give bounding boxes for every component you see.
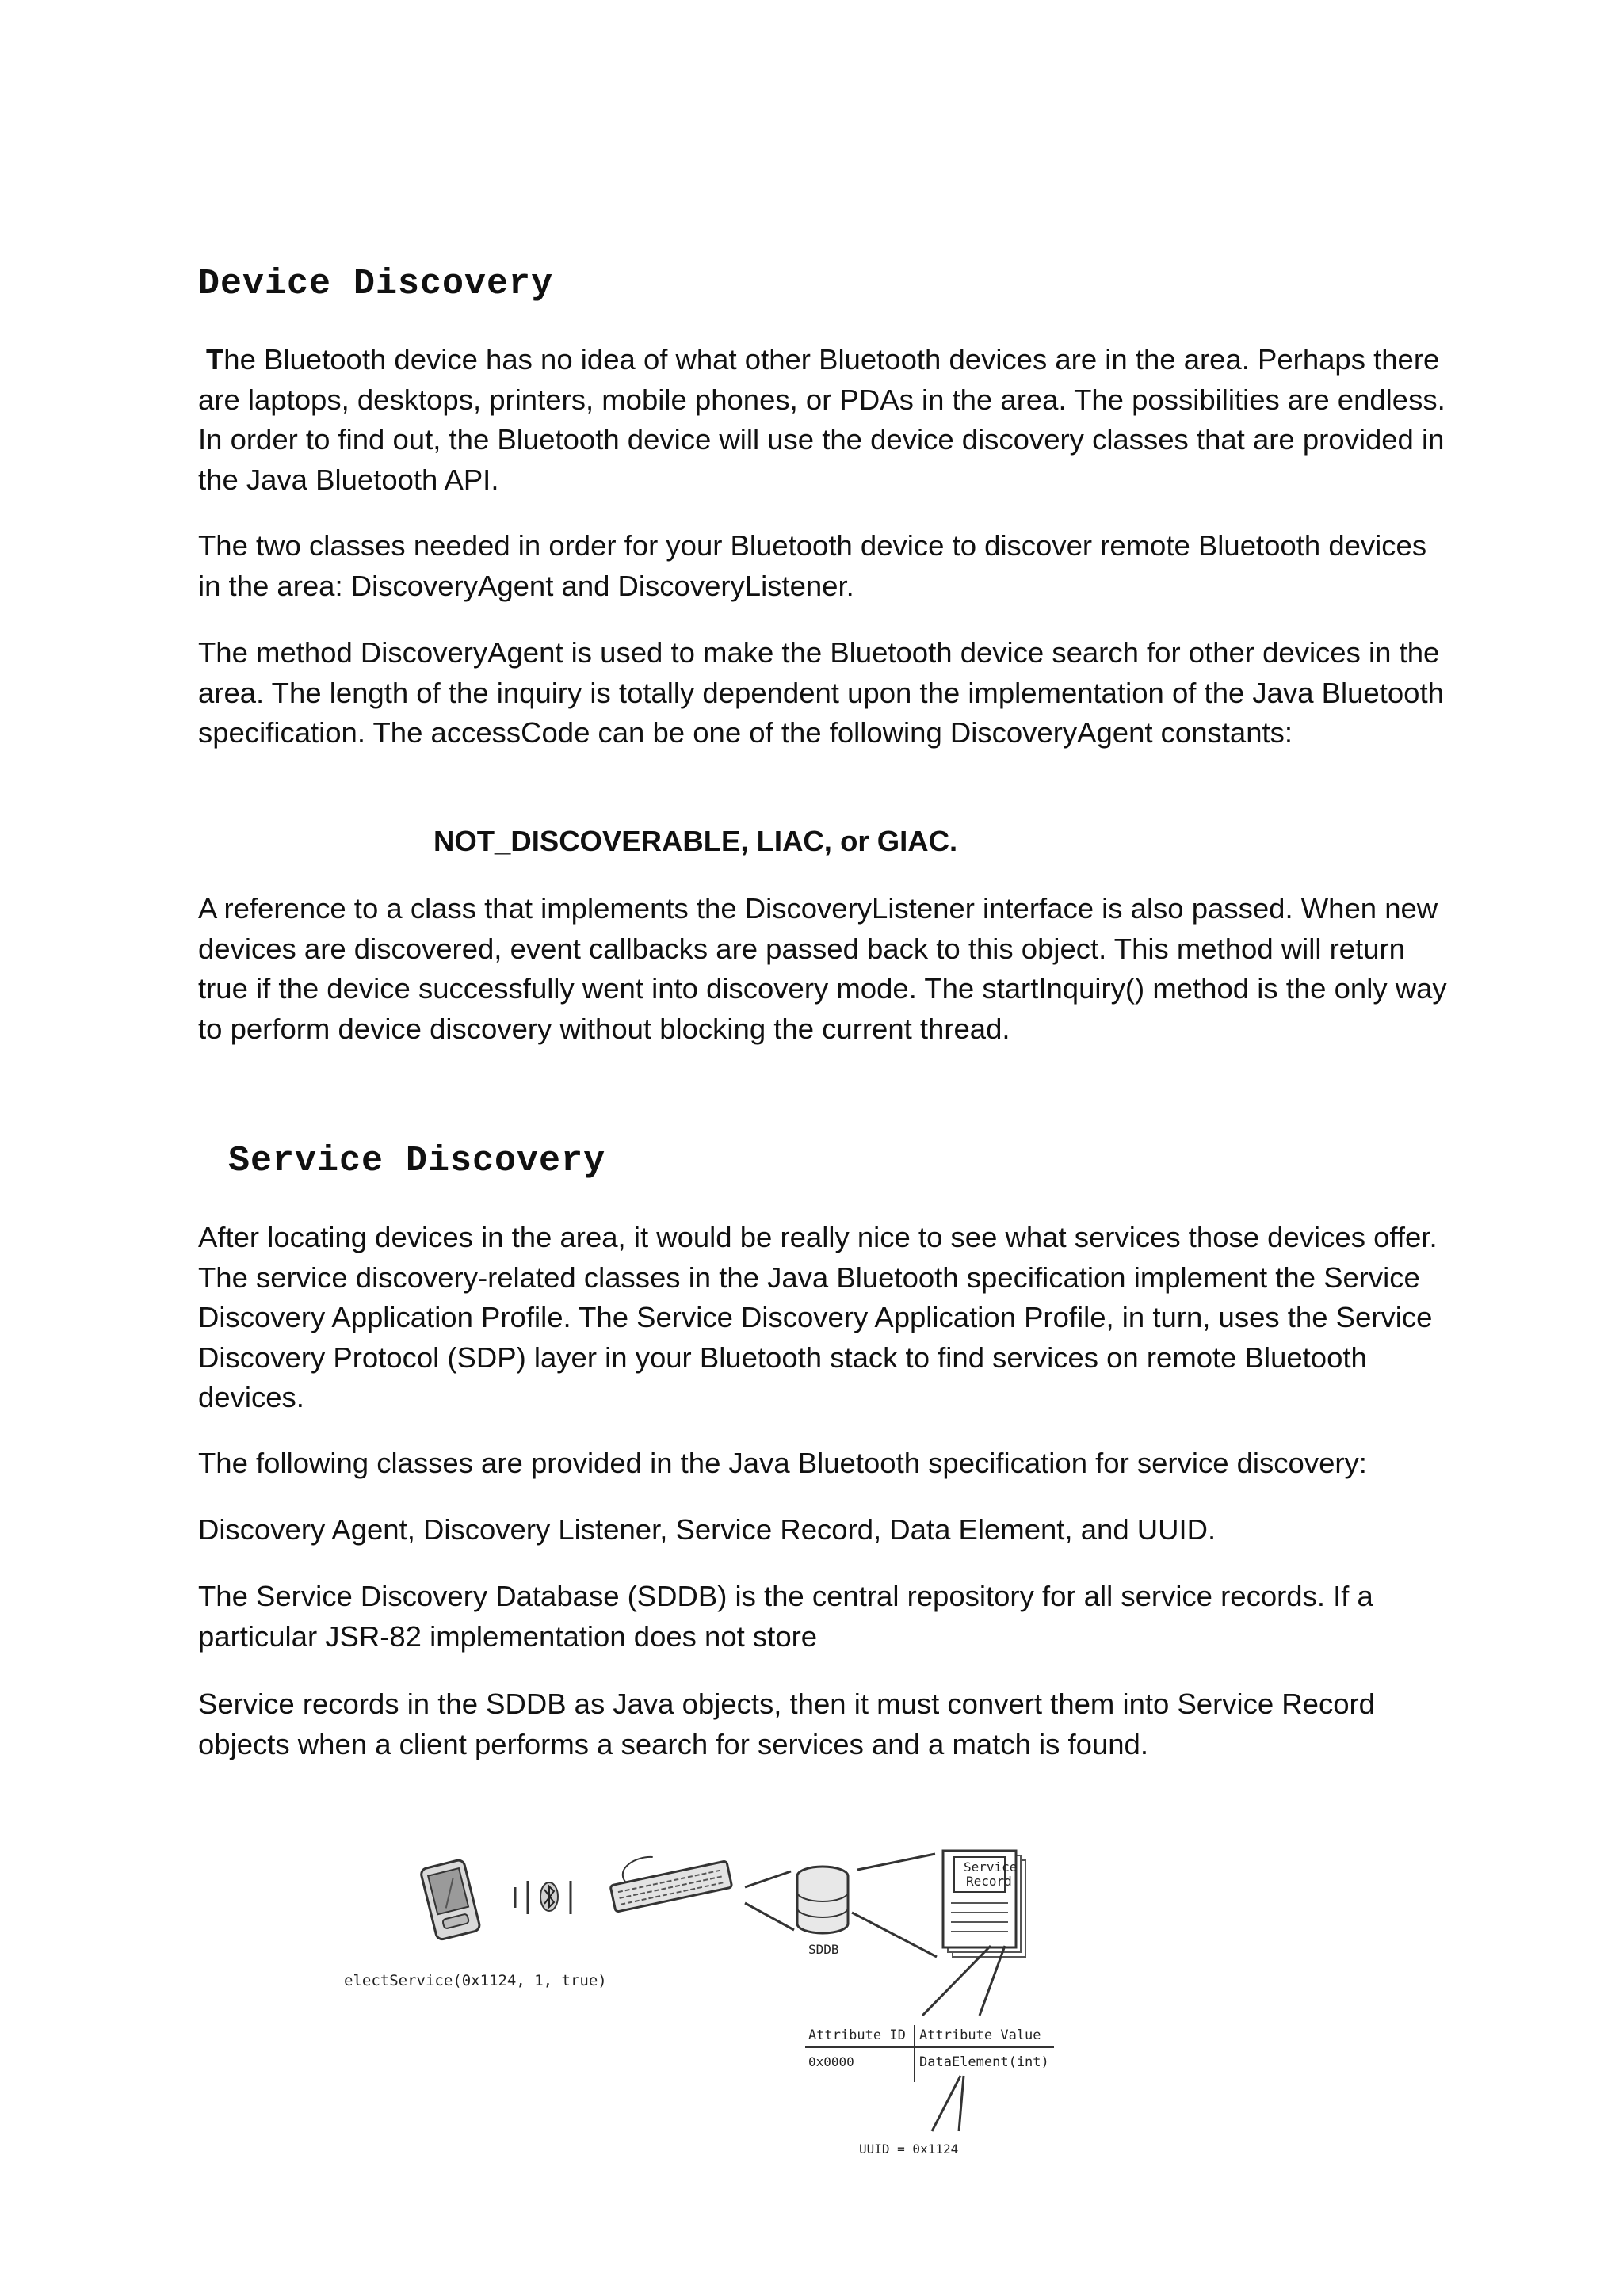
- table-header-id: Attribute ID: [808, 2027, 906, 2043]
- service-paragraph-2: The following classes are provided in the Java Bluetooth specification for service discovery:: [198, 1447, 1367, 1479]
- service-discovery-figure: [333, 1846, 1094, 2163]
- table-cell-value: DataElement(int): [919, 2054, 1049, 2070]
- device-paragraph-2: The two classes needed in order for your Bluetooth device to discover remote Bluetooth devices in the area: DiscoveryAgent and DiscoveryListener.: [198, 529, 1427, 602]
- service-class-list: Discovery Agent, Discovery Listener, Service Record, Data Element, and UUID.: [198, 1513, 1216, 1546]
- drop-letter: T: [206, 343, 224, 376]
- device-paragraph-4: A reference to a class that implements the DiscoveryListener interface is also passed. When new devices are discovered, event callbacks are passed back to this object. This method will return true if the device successfully went into discovery mode. The startInquiry() method is the only way to perform device discovery without blocking the current thread.: [198, 892, 1447, 1045]
- service-paragraph-3: The Service Discovery Database (SDDB) is the central repository for all service records. If a particular JSR-82 implementation does not store: [198, 1580, 1373, 1653]
- keyboard-icon: [606, 1846, 732, 1912]
- select-service-call: electService(0x1124, 1, true): [344, 1972, 607, 1989]
- service-discovery-heading: Service Discovery: [228, 1141, 606, 1181]
- attribute-table: [805, 2025, 1054, 2082]
- database-icon: [797, 1867, 848, 1933]
- service-paragraph-4: Service records in the SDDB as Java objects, then it must convert them into Service Record objects when a client performs a search for services and a match is found.: [198, 1688, 1375, 1760]
- device-discovery-heading: Device Discovery: [198, 264, 554, 304]
- device-paragraph-1-text: he Bluetooth device has no idea of what other Bluetooth devices are in the area. Perhaps there are laptops, desktops, printers, mobile phones, or PDAs in the area. The possibilities are endless. In order to find out, the Bluetooth device will use the device discovery classes that are provided in the Java Bluetooth API.: [198, 343, 1445, 496]
- bluetooth-icon: [515, 1881, 571, 1914]
- table-header-value: Attribute Value: [919, 2027, 1041, 2043]
- service-paragraph-1: After locating devices in the area, it would be really nice to see what services those devices offer. The service discovery-related classes in the Java Bluetooth specification implement the Service Discovery Application Profile. The Service Discovery Application Profile, in turn, uses the Service Discovery Protocol (SDP) layer in your Bluetooth stack to find services on remote Bluetooth devices.: [198, 1221, 1438, 1413]
- uuid-label: UUID = 0x1124: [859, 2142, 959, 2157]
- sddb-label: SDDB: [808, 1942, 839, 1957]
- service-record-label-line2: Record: [966, 1874, 1012, 1889]
- device-paragraph-3: The method DiscoveryAgent is used to make the Bluetooth device search for other devices in the area. The length of the inquiry is totally dependent upon the implementation of the Java Bluetooth specification. The accessCode can be one of the following DiscoveryAgent constants:: [198, 636, 1444, 749]
- access-code-constants: NOT_DISCOVERABLE, LIAC, or GIAC.: [433, 825, 958, 857]
- table-cell-id: 0x0000: [808, 2054, 854, 2069]
- service-record-label-line1: Service: [964, 1859, 1018, 1875]
- device-paragraph-1: [198, 340, 1450, 500]
- pda-icon: [420, 1859, 481, 1940]
